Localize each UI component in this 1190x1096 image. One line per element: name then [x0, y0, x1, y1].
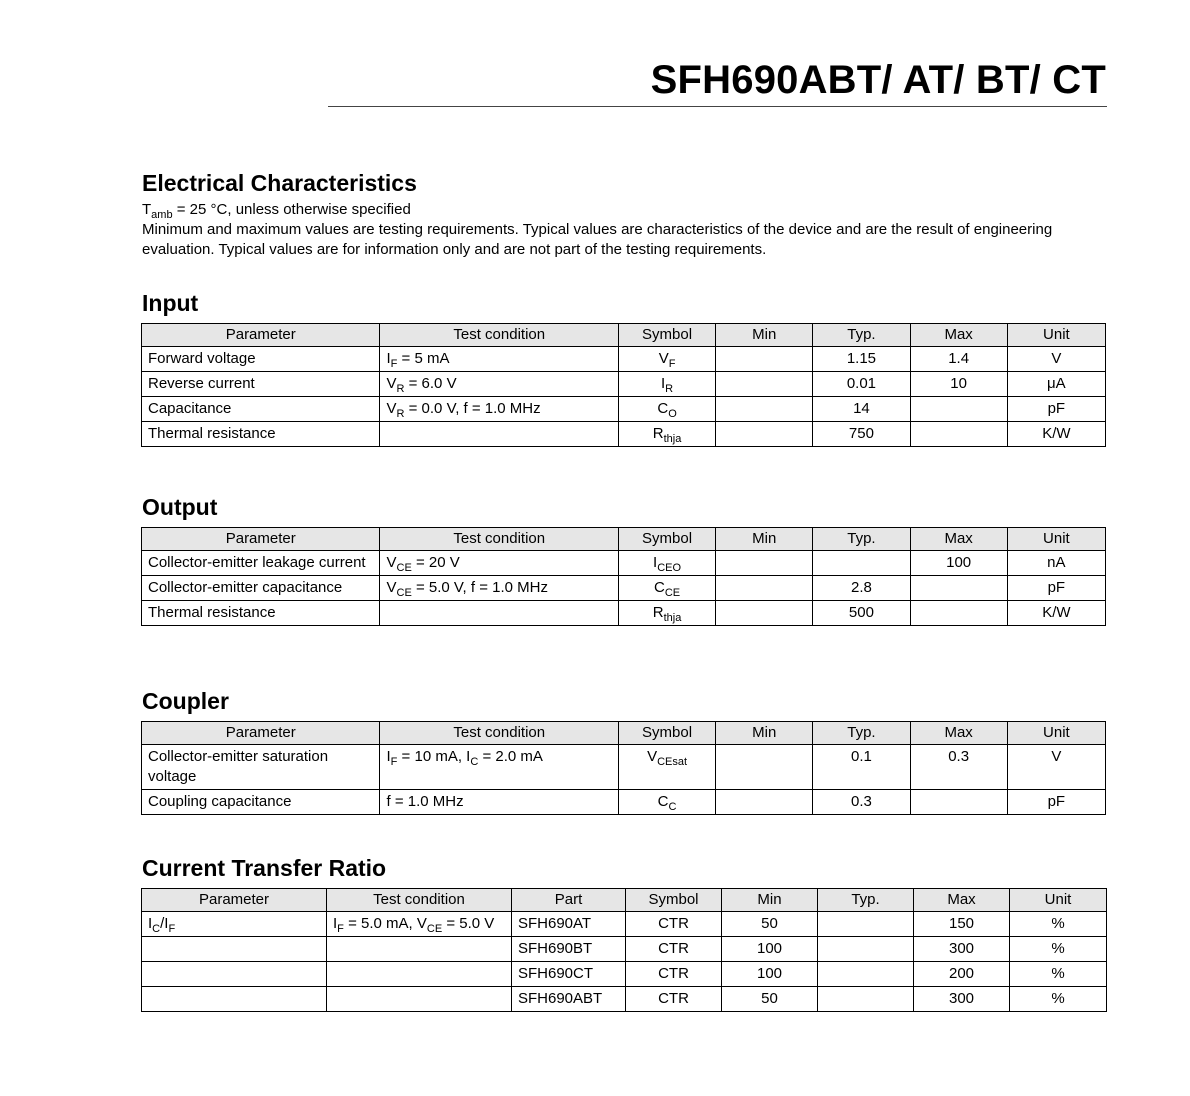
cell-min: 50 [722, 987, 818, 1012]
cell-test-condition [327, 912, 512, 937]
cell-parameter: Collector-emitter capacitance [142, 576, 380, 601]
text-run: = 10 mA, I [397, 748, 471, 765]
cell-min [716, 601, 813, 626]
column-header: Typ. [818, 889, 914, 912]
cell-min [716, 422, 813, 447]
header-row [142, 722, 1106, 745]
column-header: Parameter [142, 528, 380, 551]
column-header: Parameter [142, 722, 380, 745]
column-header: Min [716, 324, 813, 347]
cell-unit: V [1007, 347, 1105, 372]
cell-sym: CTR [626, 937, 722, 962]
cell-max: 300 [914, 987, 1010, 1012]
input-table [141, 323, 1106, 447]
cell-parameter: Collector-emitter leakage current [142, 551, 380, 576]
cell-max: 150 [914, 912, 1010, 937]
column-header: Symbol [626, 889, 722, 912]
cell-max [910, 397, 1007, 422]
cell-sym: CTR [626, 962, 722, 987]
header-row [142, 528, 1106, 551]
cell-test-condition [380, 422, 618, 447]
column-header: Unit [1007, 528, 1105, 551]
text-run: I [333, 915, 338, 932]
subscript: F [168, 923, 176, 935]
input-heading: Input [142, 290, 199, 316]
text-run: I [386, 350, 391, 367]
table-row [142, 790, 1106, 815]
intro-text [142, 200, 1112, 260]
cell-unit: μA [1007, 372, 1105, 397]
text-run: = 5.0 V, f = 1.0 MHz [411, 579, 548, 596]
cell-typ [818, 912, 914, 937]
cell-min: 50 [722, 912, 818, 937]
cell-typ: 0.01 [813, 372, 910, 397]
subscript: O [668, 408, 677, 420]
cell-unit: pF [1007, 790, 1105, 815]
cell-symbol [618, 347, 715, 372]
cell-min [716, 347, 813, 372]
subscript: thja [663, 433, 682, 445]
column-header: Max [910, 722, 1007, 745]
cell-typ [813, 551, 910, 576]
text-run: f = 1.0 MHz [386, 793, 464, 810]
column-header: Typ. [813, 722, 910, 745]
column-header: Unit [1007, 324, 1105, 347]
table-row [142, 601, 1106, 626]
text-run: V [386, 400, 397, 417]
cell-min [716, 551, 813, 576]
cell-typ: 750 [813, 422, 910, 447]
cell-parameter: Forward voltage [142, 347, 380, 372]
ctr-table [141, 888, 1107, 1012]
cell-min [716, 790, 813, 815]
column-header: Unit [1007, 722, 1105, 745]
column-header: Symbol [618, 722, 715, 745]
column-header: Test condition [380, 324, 618, 347]
subscript: CE [664, 587, 681, 599]
cell-unit: % [1010, 937, 1107, 962]
header-row [142, 889, 1107, 912]
cell-unit: K/W [1007, 422, 1105, 447]
cell-unit: V [1007, 745, 1105, 790]
cell-max: 1.4 [910, 347, 1007, 372]
cell-symbol [618, 745, 715, 790]
cell-min [716, 397, 813, 422]
cell-test-condition [380, 790, 618, 815]
document-title: SFH690ABT/ AT/ BT/ CT [650, 58, 1106, 102]
cell-typ: 0.1 [813, 745, 910, 790]
text-run: I [386, 748, 391, 765]
cell-max [910, 422, 1007, 447]
text-run: = 6.0 V [404, 375, 457, 392]
cell-sym: CTR [626, 912, 722, 937]
coupler-heading: Coupler [142, 688, 229, 714]
subscript: C [668, 801, 677, 813]
tamb-line [142, 200, 1112, 220]
cell-unit: nA [1007, 551, 1105, 576]
cell-parameter [142, 962, 327, 987]
cell-parameter: Thermal resistance [142, 422, 380, 447]
subscript: CEsat [657, 756, 688, 768]
cell-max [910, 790, 1007, 815]
cell-max: 0.3 [910, 745, 1007, 790]
cell-unit: pF [1007, 576, 1105, 601]
cell-typ: 0.3 [813, 790, 910, 815]
text-run: I [653, 554, 658, 571]
cell-part: SFH690AT [512, 912, 626, 937]
text-run: = 5.0 V [442, 915, 495, 932]
cell-typ [818, 962, 914, 987]
cell-test-condition [380, 576, 618, 601]
text-run: C [657, 793, 669, 810]
electrical-characteristics-heading: Electrical Characteristics [142, 170, 417, 196]
cell-test-condition [327, 962, 512, 987]
cell-symbol [618, 397, 715, 422]
ctr-heading: Current Transfer Ratio [142, 855, 387, 881]
text-run: V [658, 350, 669, 367]
cell-symbol [618, 551, 715, 576]
cell-part: SFH690BT [512, 937, 626, 962]
subscript: CE [396, 587, 412, 599]
cell-min: 100 [722, 937, 818, 962]
column-header: Test condition [380, 722, 618, 745]
column-header: Test condition [380, 528, 618, 551]
text-run: C [654, 579, 665, 596]
cell-unit: % [1010, 912, 1107, 937]
text-run: C [657, 400, 669, 417]
table-row [142, 912, 1107, 937]
cell-part: SFH690ABT [512, 987, 626, 1012]
cell-parameter [142, 987, 327, 1012]
cell-parameter: Collector-emitter saturation voltage [142, 745, 380, 790]
table-row [142, 962, 1107, 987]
cell-min [716, 745, 813, 790]
cell-parameter: Capacitance [142, 397, 380, 422]
subscript: CEO [657, 562, 682, 574]
text-run: R [652, 425, 664, 442]
subscript: C [470, 756, 479, 768]
cell-part: SFH690CT [512, 962, 626, 987]
cell-typ [818, 937, 914, 962]
column-header: Min [716, 722, 813, 745]
cell-max [910, 576, 1007, 601]
column-header: Symbol [618, 324, 715, 347]
cell-typ: 1.15 [813, 347, 910, 372]
text-run: V [386, 554, 397, 571]
subscript: thja [663, 612, 682, 624]
cell-min [716, 576, 813, 601]
text-run: = 5.0 mA, V [343, 915, 427, 932]
cell-parameter: Thermal resistance [142, 601, 380, 626]
cell-unit: K/W [1007, 601, 1105, 626]
subscript: R [396, 383, 405, 395]
text-run: I [148, 915, 153, 932]
text-run: = 0.0 V, f = 1.0 MHz [404, 400, 541, 417]
subscript: R [396, 408, 405, 420]
column-header: Parameter [142, 324, 380, 347]
output-table [141, 527, 1106, 626]
cell-max: 200 [914, 962, 1010, 987]
testing-note: Minimum and maximum values are testing requirements. Typical values are characteristics of the device and are the result of engineering evaluation. Typical values are for information only and are not part of the testing requirements. [142, 221, 1053, 258]
column-header: Min [722, 889, 818, 912]
table-row [142, 745, 1106, 790]
text-run: = 5 mA [397, 350, 450, 367]
output-heading: Output [142, 494, 218, 520]
tamb-subscript: amb [151, 209, 173, 221]
cell-parameter: Coupling capacitance [142, 790, 380, 815]
column-header: Max [914, 889, 1010, 912]
table-row [142, 937, 1107, 962]
table-row [142, 347, 1106, 372]
text-run: = 2.0 mA [478, 748, 543, 765]
cell-test-condition [380, 397, 618, 422]
cell-test-condition [380, 372, 618, 397]
cell-test-condition [380, 551, 618, 576]
cell-test-condition [380, 347, 618, 372]
tamb-condition: = 25 °C, unless otherwise specified [172, 201, 411, 218]
table-row [142, 987, 1107, 1012]
cell-parameter: Reverse current [142, 372, 380, 397]
column-header: Part [512, 889, 626, 912]
cell-min [716, 372, 813, 397]
text-run: I [661, 375, 666, 392]
cell-unit: % [1010, 987, 1107, 1012]
text-run: V [386, 579, 397, 596]
cell-max: 300 [914, 937, 1010, 962]
cell-symbol [618, 422, 715, 447]
table-row [142, 372, 1106, 397]
table-row [142, 422, 1106, 447]
table-row [142, 551, 1106, 576]
subscript: F [390, 756, 398, 768]
text-run: R [652, 604, 664, 621]
cell-typ: 2.8 [813, 576, 910, 601]
cell-min: 100 [722, 962, 818, 987]
cell-symbol [618, 372, 715, 397]
cell-typ [818, 987, 914, 1012]
cell-typ: 14 [813, 397, 910, 422]
cell-sym: CTR [626, 987, 722, 1012]
column-header: Max [910, 324, 1007, 347]
cell-test-condition [380, 745, 618, 790]
coupler-table [141, 721, 1106, 815]
subscript: F [390, 358, 398, 370]
subscript: C [152, 923, 161, 935]
header-row [142, 324, 1106, 347]
cell-typ: 500 [813, 601, 910, 626]
subscript: CE [426, 923, 443, 935]
column-header: Min [716, 528, 813, 551]
text-run: = 20 V [411, 554, 460, 571]
column-header: Max [910, 528, 1007, 551]
cell-max: 100 [910, 551, 1007, 576]
cell-test-condition [327, 937, 512, 962]
subscript: F [668, 358, 676, 370]
cell-symbol [618, 576, 715, 601]
text-run: /I [160, 915, 169, 932]
text-run: V [386, 375, 397, 392]
cell-parameter [142, 937, 327, 962]
subscript: R [665, 383, 674, 395]
text-run: V [647, 748, 658, 765]
table-row [142, 576, 1106, 601]
column-header: Typ. [813, 528, 910, 551]
table-row [142, 397, 1106, 422]
column-header: Test condition [327, 889, 512, 912]
cell-max [910, 601, 1007, 626]
cell-parameter [142, 912, 327, 937]
cell-max: 10 [910, 372, 1007, 397]
cell-unit: pF [1007, 397, 1105, 422]
column-header: Parameter [142, 889, 327, 912]
cell-symbol [618, 601, 715, 626]
subscript: CE [396, 562, 412, 574]
cell-test-condition [380, 601, 618, 626]
column-header: Symbol [618, 528, 715, 551]
column-header: Typ. [813, 324, 910, 347]
title-rule [328, 106, 1107, 107]
column-header: Unit [1010, 889, 1107, 912]
subscript: F [337, 923, 344, 935]
cell-test-condition [327, 987, 512, 1012]
tamb-symbol: T [142, 201, 152, 218]
cell-unit: % [1010, 962, 1107, 987]
cell-symbol [618, 790, 715, 815]
